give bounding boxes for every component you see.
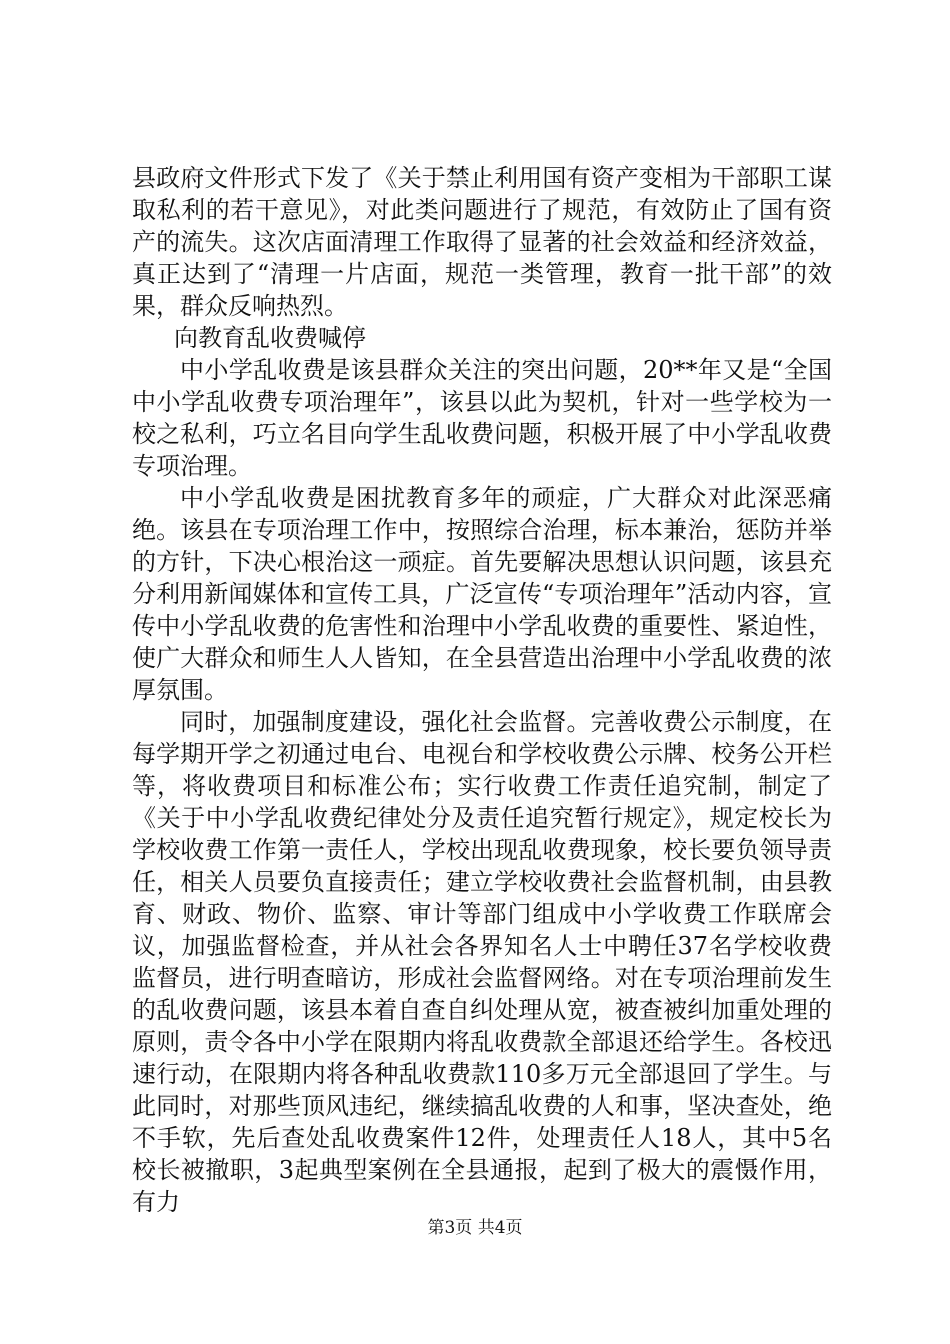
paragraph: 中小学乱收费是困扰教育多年的顽症，广大群众对此深恶痛绝。该县在专项治理工作中，按照综合治理，标本兼治，惩防并举的方针，下决心根治这一顽症。首先要解决思想认识问题，该县充分利用新闻媒体和宣传工具，广泛宣传“专项治理年”活动内容，宣传中小学乱收费的危害性和治理中小学乱收费的重要性、紧迫性，使广大群众和师生人人皆知，在全县营造出治理中小学乱收费的浓厚氛围。 xyxy=(132,484,832,704)
page-footer: 第3页 共4页 xyxy=(427,1218,523,1238)
paragraph-continuation: 县政府文件形式下发了《关于禁止利用国有资产变相为干部职工谋取私利的若干意见》，对此类问题进行了规范，有效防止了国有资产的流失。这次店面清理工作取得了显著的社会效益和经济效益，真正达到了“清理一片店面，规范一类管理，教育一批干部”的效果，群众反响热烈。 xyxy=(132,164,832,320)
paragraph: 中小学乱收费是该县群众关注的突出问题，20**年又是“全国中小学乱收费专项治理年”，该县以此为契机，针对一些学校为一校之私利，巧立名目向学生乱收费问题，积极开展了中小学乱收费专项治理。 xyxy=(132,356,832,480)
section-heading: 向教育乱收费喊停 xyxy=(174,324,366,352)
document-body xyxy=(132,162,832,1218)
paragraph: 同时，加强制度建设，强化社会监督。完善收费公示制度，在每学期开学之初通过电台、电视台和学校收费公示牌、校务公开栏等，将收费项目和标准公布；实行收费工作责任追究制，制定了《关于中小学乱收费纪律处分及责任追究暂行规定》，规定校长为学校收费工作第一责任人，学校出现乱收费现象，校长要负领导责任，相关人员要负直接责任；建立学校收费社会监督机制，由县教育、财政、物价、监察、审计等部门组成中小学收费工作联席会议，加强监督检查，并从社会各界知名人士中聘任37名学校收费监督员，进行明查暗访，形成社会监督网络。对在专项治理前发生的乱收费问题，该县本着自查自纠处理从宽，被查被纠加重处理的原则，责令各中小学在限期内将乱收费款全部退还给学生。各校迅速行动，在限期内将各种乱收费款110多万元全部退回了学生。与此同时，对那些顶风违纪，继续搞乱收费的人和事，坚决查处，绝不手软，先后查处乱收费案件12件，处理责任人18人，其中5名校长被撤职，3起典型案例在全县通报，起到了极大的震慑作用，有力 xyxy=(132,708,832,1216)
